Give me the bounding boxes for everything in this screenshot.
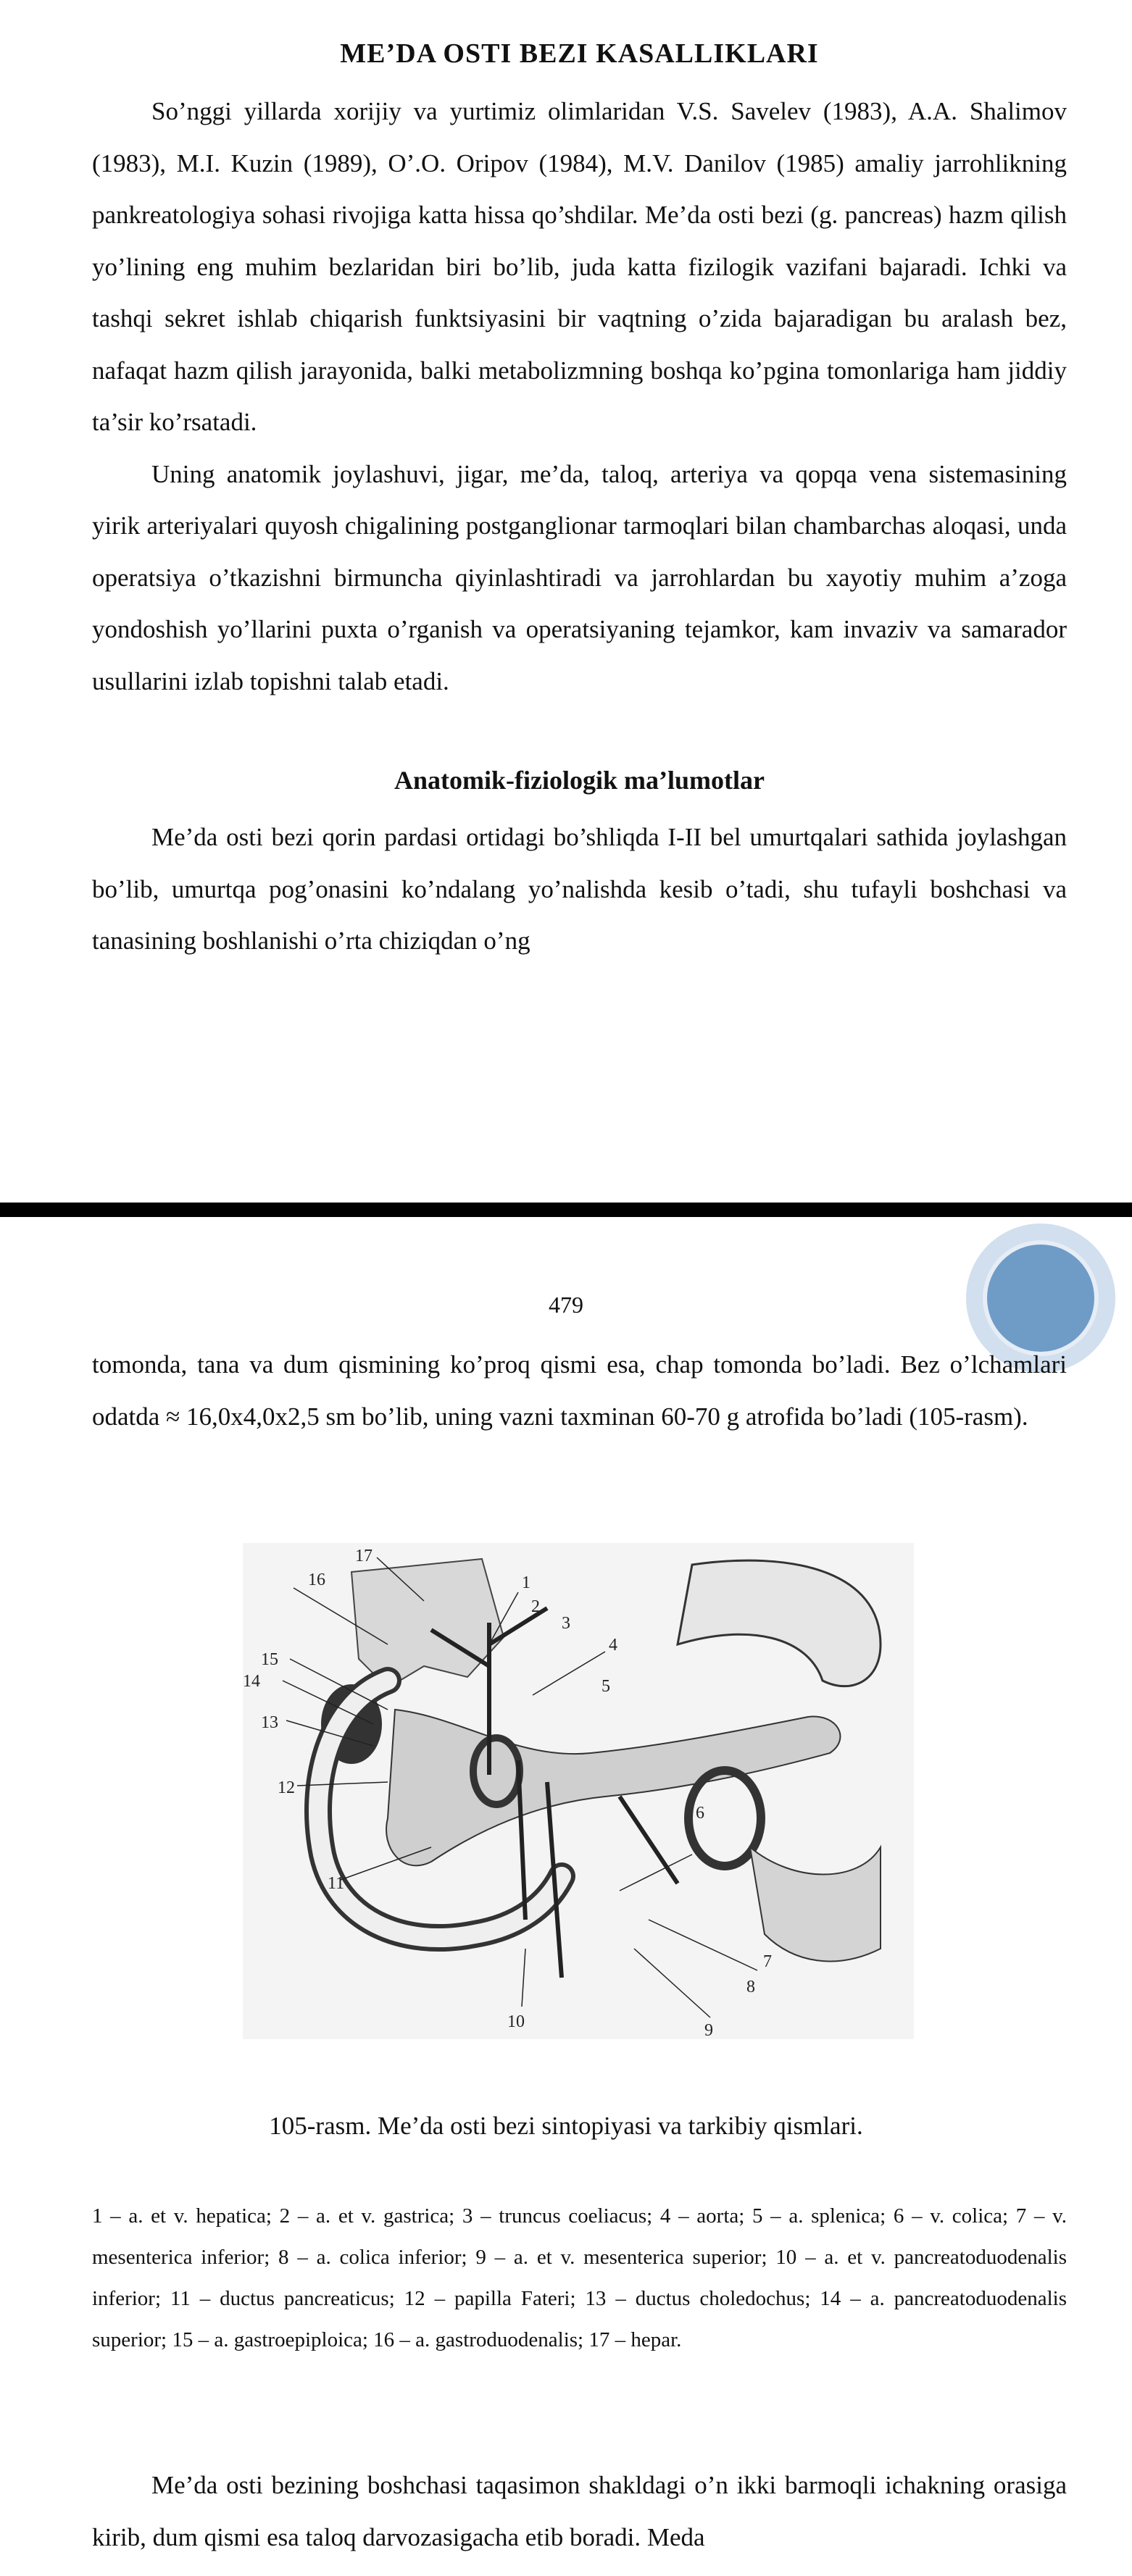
fig-label-6: 6 (696, 1804, 704, 1823)
paragraph-4: tomonda, tana va dum qismining ko’proq qismi esa, chap tomonda bo’ladi. Bez o’lchamlari odatda ≈ 16,0x4,0x2,5 sm bo’lib, uning vazni taxminan 60-70 g atrofida bo’ladi (105-rasm). (92, 1350, 1067, 1431)
liver-shape (351, 1559, 504, 1688)
fig-label-16: 16 (308, 1571, 325, 1589)
fig-label-12: 12 (278, 1778, 295, 1797)
paragraph-3: Me’da osti bezi qorin pardasi ortidagi bo’shliqda I-II bel umurtqalari sathida joylashgan bo’lib, umurtqa pog’onasini ko’ndalang yo’nalishda kesib o’tadi, shu tufayli boshchasi va tanasining boshlanishi o’rta chiziqdan o’ng (92, 823, 1067, 955)
fig-label-4: 4 (609, 1636, 617, 1655)
fig-label-5: 5 (602, 1677, 610, 1696)
fig-label-9: 9 (704, 2021, 713, 2039)
pancreas-shape (386, 1710, 840, 1865)
page-divider (0, 1203, 1132, 1217)
stomach-shape (678, 1560, 881, 1686)
pancreas-illustration (243, 1543, 914, 2039)
figure-legend: 1 – a. et v. hepatica; 2 – a. et v. gastrica; 3 – truncus coeliacus; 4 – aorta; 5 – a. splenica; 6 – v. colica; 7 – v. mesenterica inferior; 8 – a. colica inferior; 9 – a. et v. mesenterica superior; 10 – a. et v. pancreatoduodenalis inferior; 11 – ductus pancreaticus; 12 – papilla Fateri; 13 – ductus choledochus; 14 – a. pancreatoduodenalis superior; 15 – a. gastroepiploica; 16 – a. gastroduodenalis; 17 – hepar. (92, 2204, 1067, 2351)
anatomy-figure (243, 1543, 914, 2039)
fig-label-13: 13 (261, 1713, 278, 1732)
page-1 (0, 0, 1132, 1203)
fig-label-3: 3 (562, 1614, 570, 1633)
section-subtitle: Anatomik-fiziologik ma’lumotlar (394, 766, 765, 795)
colon-segment (750, 1847, 881, 1961)
figure-caption: 105-rasm. Me’da osti bezi sintopiyasi va tarkibiy qismlari. (269, 2112, 863, 2140)
page-2-content (92, 1339, 1067, 1442)
fig-label-11: 11 (328, 1874, 345, 1893)
paragraph-1: So’nggi yillarda xorijiy va yurtimiz olimlaridan V.S. Savelev (1983), A.A. Shalimov (1983), M.I. Kuzin (1989), O’.O. Oripov (1984), M.V. Danilov (1985) amaliy jarrohlikning pankreatologiya sohasi rivojiga katta hissa qo’shdilar. Me’da osti bezi (g. pancreas) hazm qilish yo’lining eng muhim bezlaridan biri bo’lib, juda katta fizilogik vazifani bajaradi. Ichki va tashqi sekret ishlab chiqarish funktsiyasini bir vaqtning o’zida bajaradigan bu aralash bez, nafaqat hazm qilish jarayonida, balki metabolizmning boshqa ko’pgina tomonlariga ham jiddiy ta’sir ko’rsatadi. (92, 97, 1067, 436)
fig-label-8: 8 (746, 1978, 755, 1996)
fig-label-14: 14 (243, 1672, 260, 1691)
floating-button-circle[interactable] (987, 1245, 1094, 1352)
page-2-bottom-content (92, 2459, 1067, 2563)
fig-label-7: 7 (763, 1952, 772, 1971)
paragraph-2: Uning anatomik joylashuvi, jigar, me’da, taloq, arteriya va qopqa vena sistemasining yirik arteriyalari quyosh chigalining postganglionar tarmoqlari bilan chambarchas aloqasi, unda operatsiya o’tkazishni birmuncha qiyinlashtiradi va jarrohlardan bu xayotiy muhim a’zoga yondoshish yo’llarini puxta o’rganish va operatsiyaning tejamkor, kam invaziv va samarador usullarini izlab topishni talab etadi. (92, 459, 1067, 695)
fig-label-15: 15 (261, 1650, 278, 1669)
page-number: 479 (549, 1292, 583, 1318)
page-1-content (92, 38, 1067, 967)
fig-label-10: 10 (507, 2012, 525, 2031)
fig-label-17: 17 (355, 1547, 373, 1565)
chapter-title: ME’DA OSTI BEZI KASALLIKLARI (340, 38, 819, 69)
paragraph-5: Me’da osti bezining boshchasi taqasimon shakldagi o’n ikki barmoqli ichakning orasiga kirib, dum qismi esa taloq darvozasigacha etib boradi. Meda (92, 2471, 1067, 2551)
fig-label-2: 2 (531, 1597, 540, 1616)
fig-label-1: 1 (522, 1573, 530, 1592)
